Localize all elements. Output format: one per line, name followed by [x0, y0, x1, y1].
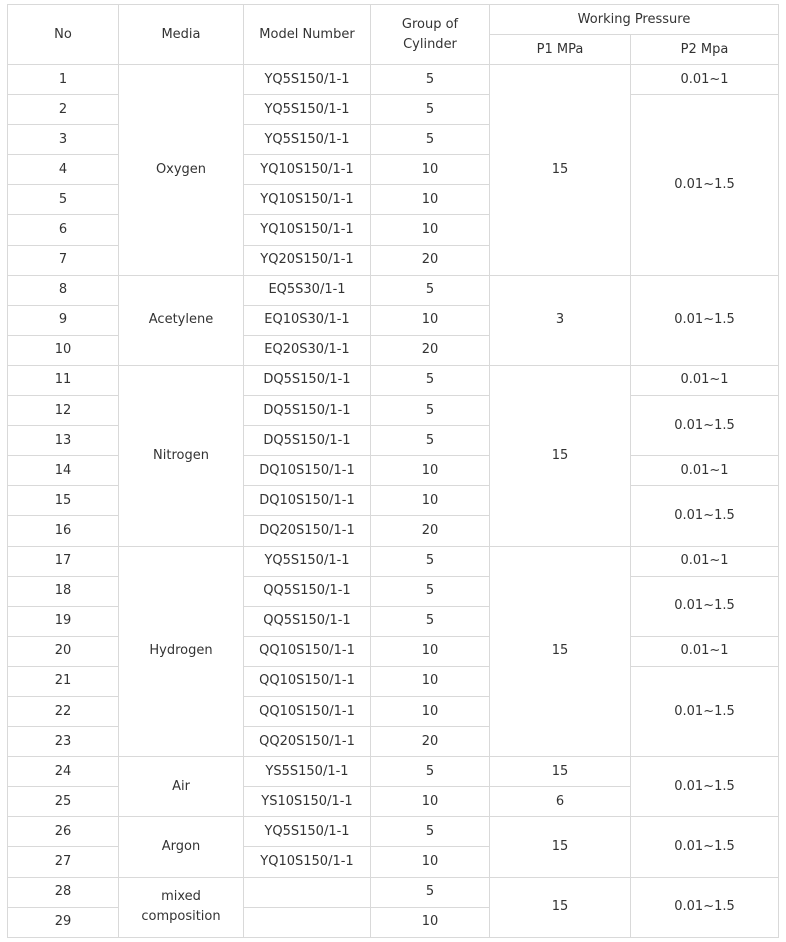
cell-group: 10	[371, 215, 490, 245]
table-row	[8, 546, 779, 576]
header-no: No	[8, 5, 119, 65]
cell-no: 5	[8, 185, 119, 215]
cell-no: 17	[8, 546, 119, 576]
cell-p1: 15	[490, 365, 631, 546]
cell-p1: 15	[490, 546, 631, 757]
cell-p1: 15	[490, 65, 631, 276]
cell-no: 26	[8, 817, 119, 847]
cell-p2: 0.01~1.5	[631, 576, 779, 636]
cell-p2: 0.01~1	[631, 65, 779, 95]
cell-model: YS5S150/1-1	[244, 757, 371, 787]
cell-model: QQ10S150/1-1	[244, 696, 371, 726]
cell-media: Acetylene	[119, 275, 244, 365]
cell-media: mixed composition	[119, 877, 244, 937]
cell-no: 2	[8, 95, 119, 125]
cell-model: YQ5S150/1-1	[244, 65, 371, 95]
cell-model: DQ20S150/1-1	[244, 516, 371, 546]
cell-group: 5	[371, 426, 490, 456]
cell-p2: 0.01~1.5	[631, 275, 779, 365]
cell-model: EQ10S30/1-1	[244, 305, 371, 335]
cell-no: 10	[8, 335, 119, 365]
cell-group: 10	[371, 486, 490, 516]
table-row	[8, 65, 779, 95]
cell-no: 8	[8, 275, 119, 305]
cell-model: EQ5S30/1-1	[244, 275, 371, 305]
cell-p1: 6	[490, 787, 631, 817]
cell-no: 14	[8, 456, 119, 486]
cell-model: YQ10S150/1-1	[244, 215, 371, 245]
cell-no: 4	[8, 155, 119, 185]
cell-model: DQ5S150/1-1	[244, 365, 371, 395]
cell-group: 20	[371, 516, 490, 546]
cell-media: Oxygen	[119, 65, 244, 276]
cell-p2: 0.01~1	[631, 365, 779, 395]
cell-p1: 15	[490, 877, 631, 937]
cell-no: 13	[8, 426, 119, 456]
cell-no: 23	[8, 727, 119, 757]
cell-group: 10	[371, 185, 490, 215]
cell-no: 22	[8, 696, 119, 726]
cell-model: QQ5S150/1-1	[244, 606, 371, 636]
table-row	[8, 275, 779, 305]
cell-no: 3	[8, 125, 119, 155]
cell-group: 10	[371, 666, 490, 696]
cell-p2: 0.01~1	[631, 546, 779, 576]
cell-model: QQ20S150/1-1	[244, 727, 371, 757]
table-row	[8, 877, 779, 907]
cell-model: DQ10S150/1-1	[244, 486, 371, 516]
cell-p2: 0.01~1.5	[631, 877, 779, 937]
cell-group: 5	[371, 125, 490, 155]
cell-model: YQ5S150/1-1	[244, 546, 371, 576]
cell-group: 10	[371, 787, 490, 817]
cell-no: 21	[8, 666, 119, 696]
cell-group: 10	[371, 456, 490, 486]
cell-no: 28	[8, 877, 119, 907]
cell-group: 5	[371, 606, 490, 636]
cell-group: 5	[371, 576, 490, 606]
cell-media: Hydrogen	[119, 546, 244, 757]
cell-model: YQ5S150/1-1	[244, 95, 371, 125]
cell-media: Air	[119, 757, 244, 817]
cell-group: 5	[371, 275, 490, 305]
cell-model	[244, 877, 371, 907]
cell-no: 16	[8, 516, 119, 546]
cell-p2: 0.01~1.5	[631, 95, 779, 276]
cell-p2: 0.01~1	[631, 636, 779, 666]
cell-model: QQ5S150/1-1	[244, 576, 371, 606]
header-group-of-cylinder: Group of Cylinder	[371, 5, 490, 65]
cell-model	[244, 907, 371, 937]
cell-no: 29	[8, 907, 119, 937]
cell-group: 10	[371, 907, 490, 937]
cell-model: YQ20S150/1-1	[244, 245, 371, 275]
cell-no: 20	[8, 636, 119, 666]
cell-no: 12	[8, 396, 119, 426]
header-working-pressure: Working Pressure	[490, 5, 779, 35]
cell-media: Nitrogen	[119, 365, 244, 546]
cell-group: 5	[371, 757, 490, 787]
cell-p1: 3	[490, 275, 631, 365]
header-row	[8, 5, 779, 35]
cell-group: 10	[371, 696, 490, 726]
cell-group: 5	[371, 546, 490, 576]
cell-p2: 0.01~1.5	[631, 396, 779, 456]
cell-model: DQ5S150/1-1	[244, 396, 371, 426]
cell-model: QQ10S150/1-1	[244, 636, 371, 666]
cell-group: 10	[371, 636, 490, 666]
cell-group: 10	[371, 305, 490, 335]
cell-group: 20	[371, 335, 490, 365]
cell-no: 1	[8, 65, 119, 95]
cell-model: YS10S150/1-1	[244, 787, 371, 817]
table-row	[8, 757, 779, 787]
cell-p1: 15	[490, 817, 631, 877]
cell-group: 5	[371, 365, 490, 395]
cell-group: 5	[371, 877, 490, 907]
cell-p2: 0.01~1.5	[631, 757, 779, 817]
cell-media: Argon	[119, 817, 244, 877]
cell-p1: 15	[490, 757, 631, 787]
cell-no: 24	[8, 757, 119, 787]
cell-no: 6	[8, 215, 119, 245]
cell-group: 10	[371, 847, 490, 877]
cell-no: 9	[8, 305, 119, 335]
table-row	[8, 365, 779, 395]
cell-model: QQ10S150/1-1	[244, 666, 371, 696]
cell-group: 5	[371, 65, 490, 95]
header-model-number: Model Number	[244, 5, 371, 65]
cell-group: 10	[371, 155, 490, 185]
cell-group: 5	[371, 95, 490, 125]
cell-group: 5	[371, 396, 490, 426]
table-row	[8, 817, 779, 847]
cell-model: YQ10S150/1-1	[244, 155, 371, 185]
cell-model: YQ10S150/1-1	[244, 185, 371, 215]
cell-no: 18	[8, 576, 119, 606]
header-p2: P2 Mpa	[631, 35, 779, 65]
cell-p2: 0.01~1.5	[631, 817, 779, 877]
cell-model: YQ5S150/1-1	[244, 817, 371, 847]
cell-model: DQ10S150/1-1	[244, 456, 371, 486]
cell-no: 19	[8, 606, 119, 636]
cell-p2: 0.01~1	[631, 456, 779, 486]
cell-model: DQ5S150/1-1	[244, 426, 371, 456]
cell-no: 7	[8, 245, 119, 275]
cell-group: 20	[371, 245, 490, 275]
cell-no: 27	[8, 847, 119, 877]
cell-model: YQ5S150/1-1	[244, 125, 371, 155]
cell-group: 5	[371, 817, 490, 847]
cell-no: 15	[8, 486, 119, 516]
header-media: Media	[119, 5, 244, 65]
cell-model: YQ10S150/1-1	[244, 847, 371, 877]
cell-no: 11	[8, 365, 119, 395]
header-p1: P1 MPa	[490, 35, 631, 65]
cell-group: 20	[371, 727, 490, 757]
cell-p2: 0.01~1.5	[631, 486, 779, 546]
cell-p2: 0.01~1.5	[631, 666, 779, 756]
cell-no: 25	[8, 787, 119, 817]
cell-model: EQ20S30/1-1	[244, 335, 371, 365]
cylinder-spec-table	[7, 4, 779, 938]
